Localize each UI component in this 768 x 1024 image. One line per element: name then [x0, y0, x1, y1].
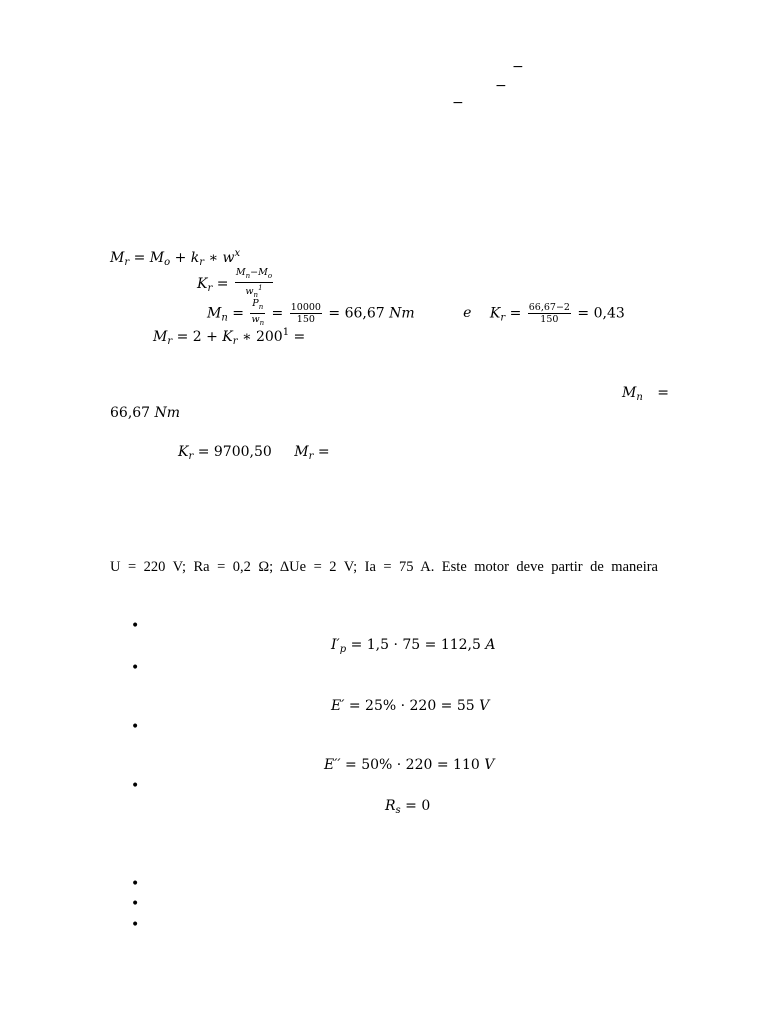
- eq-subscript: p: [339, 644, 347, 655]
- eq-value: 66,67: [110, 405, 155, 421]
- eq-equals: =: [317, 444, 330, 460]
- eq-unit: V: [479, 698, 490, 714]
- equation-voltage-25: [331, 699, 489, 713]
- eq-subscript: s: [395, 805, 401, 816]
- eq-symbol: I′: [331, 637, 340, 653]
- equation-resistant-torque: $M_r = M_o + k_r$ ∗ $w^x$: [110, 248, 241, 268]
- bullet-marker: •: [131, 896, 140, 912]
- bullet-marker: •: [131, 719, 140, 735]
- eq-superscript: 1: [282, 327, 290, 338]
- eq-symbol: E′: [331, 698, 345, 714]
- frac-den: 150: [540, 313, 559, 325]
- eq-unit: Nm: [389, 305, 415, 322]
- frac-sub: n: [245, 271, 251, 280]
- dash-mark: −: [495, 78, 507, 94]
- eq-expr: = 25% · 220 = 55: [348, 698, 480, 714]
- equation-mn-and-kr: $M_n$ = $\frac{P_n}{w_n}$ = $\frac{10000}{150}$ = 66,67 Nm e $K_r$ = $\frac{66,67-2}{150}$ = 0,43: [207, 298, 625, 327]
- eq-expr: = 2 +: [176, 329, 223, 345]
- equation-series-resistance: [385, 799, 430, 816]
- eq-subscript: n: [221, 312, 228, 324]
- eq-unit: V: [484, 757, 495, 773]
- eq-expr: ∗ 200: [237, 329, 283, 345]
- eq-expr: = 50% · 220 = 110: [345, 757, 485, 773]
- eq-unit: Nm: [154, 405, 181, 421]
- eq-symbol: R: [385, 798, 396, 814]
- eq-symbol: M: [207, 305, 222, 322]
- eq-subscript: r: [308, 451, 314, 462]
- fraction: [528, 302, 571, 325]
- eq-subscript: r: [232, 336, 238, 347]
- eq-subscript: r: [500, 312, 506, 324]
- bullet-marker: •: [131, 778, 140, 794]
- eq-subscript: r: [199, 257, 205, 268]
- bullet-marker: •: [131, 876, 140, 892]
- frac-den: w: [245, 286, 254, 298]
- eq-symbol: M: [294, 444, 309, 460]
- frac-sub: n: [258, 302, 264, 311]
- equation-mr-evaluation: [153, 328, 305, 347]
- frac-num: M: [235, 267, 246, 278]
- bullet-marker: •: [131, 660, 140, 676]
- frac-num: 66,67−2: [528, 301, 570, 313]
- eq-expr: = 1,5 · 75 = 112,5: [350, 637, 486, 653]
- eq-symbol: K: [197, 275, 208, 292]
- frac-sub: n: [259, 318, 265, 327]
- eq-subscript: r: [188, 451, 194, 462]
- eq-result: = 0,43: [577, 305, 625, 322]
- equation-kr-value: [178, 445, 330, 462]
- frac-den: 150: [296, 313, 315, 325]
- eq-unit: A: [485, 637, 496, 653]
- eq-equals: =: [657, 385, 669, 401]
- eq-subscript: o: [164, 257, 171, 268]
- eq-symbol: K: [178, 444, 189, 460]
- equation-mn-value: [110, 406, 180, 420]
- equation-voltage-50: [324, 758, 494, 772]
- frac-sub: n: [253, 290, 259, 299]
- eq-symbol: M: [149, 250, 165, 266]
- equation-starting-current: [331, 638, 495, 655]
- fraction: [290, 302, 322, 325]
- eq-symbol: K: [489, 305, 501, 322]
- bullet-marker: •: [131, 917, 140, 933]
- eq-symbol: M: [622, 385, 637, 401]
- eq-conjunction: e: [463, 305, 472, 322]
- eq-symbol: w: [222, 250, 235, 266]
- frac-num: 10000: [290, 301, 321, 313]
- dash-mark: −: [512, 59, 524, 75]
- eq-expr: =: [289, 329, 306, 345]
- eq-symbol: k: [190, 250, 200, 266]
- eq-subscript: r: [124, 257, 130, 268]
- eq-expr: = 0: [405, 798, 431, 814]
- eq-symbol: E′′: [324, 757, 341, 773]
- equation-mn-right: [622, 386, 669, 403]
- eq-subscript: r: [207, 282, 213, 294]
- eq-subscript: r: [167, 336, 173, 347]
- eq-value: = 9700,50: [197, 444, 272, 460]
- motor-parameters-paragraph: U = 220 V; Ra = 0,2 Ω; ΔUe = 2 V; Ia = 75 A. Este motor deve partir de maneira: [110, 559, 658, 575]
- frac-num: P: [252, 298, 259, 309]
- frac-num-mid: −M: [250, 267, 268, 278]
- eq-symbol: M: [153, 329, 168, 345]
- dash-mark: −: [452, 95, 464, 111]
- frac-den: w: [251, 313, 260, 325]
- fraction: [250, 298, 265, 329]
- equation-kr-definition: $K_r$ = $\frac{M_n-M_o}{w_n^1}$: [197, 267, 273, 299]
- eq-symbol: K: [222, 329, 233, 345]
- eq-result: = 66,67: [328, 305, 390, 322]
- eq-symbol: M: [110, 250, 125, 266]
- frac-sup: 1: [258, 283, 263, 292]
- eq-subscript: n: [636, 392, 643, 403]
- fraction: [235, 267, 273, 301]
- bullet-marker: •: [131, 618, 140, 634]
- eq-superscript: x: [234, 248, 241, 259]
- frac-sub: o: [267, 271, 273, 280]
